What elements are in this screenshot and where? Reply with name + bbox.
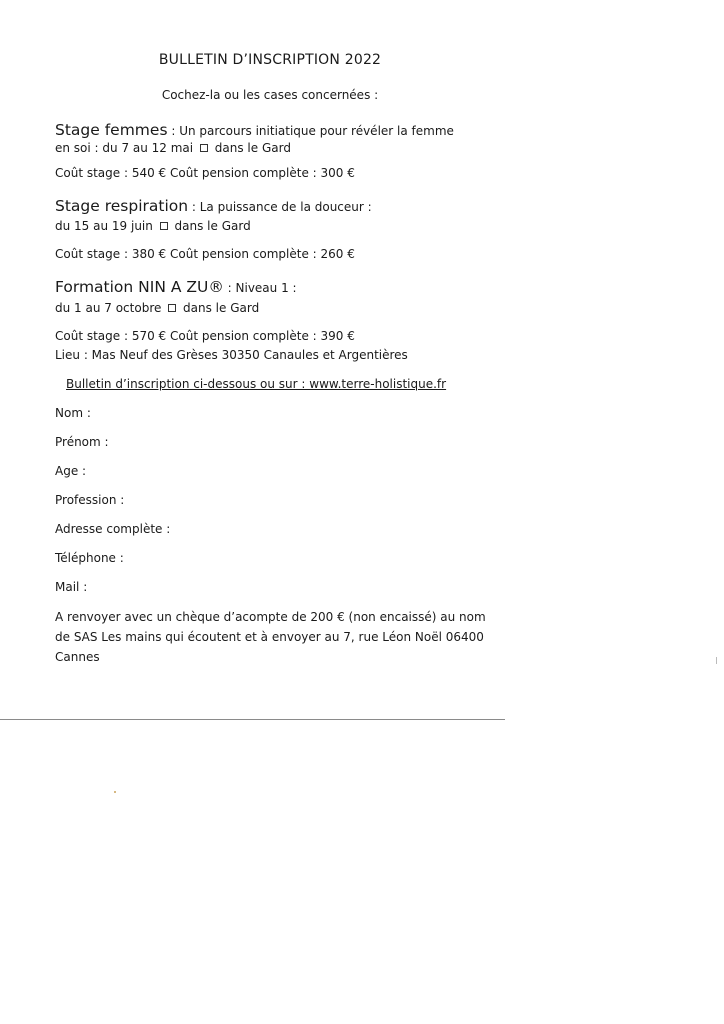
page-subtitle: Cochez-la ou les cases concernées : [161, 88, 379, 102]
page-cut-line [0, 719, 505, 720]
stage-femmes-dates: en soi : du 7 au 12 mai [55, 141, 194, 155]
formation-dates-line [55, 301, 259, 315]
stage-respiration-dates: du 15 au 19 juin [55, 219, 153, 233]
stage-femmes-name: Stage femmes [55, 121, 168, 139]
stage-femmes-desc: : Un parcours initiatique pour révéler la femme [167, 124, 454, 138]
field-nom: Nom : [55, 406, 91, 420]
page-title: BULLETIN D’INSCRIPTION 2022 [158, 52, 382, 68]
stage-femmes-heading [55, 120, 454, 139]
stage-femmes-checkbox[interactable] [200, 144, 208, 152]
formation-name: Formation NIN A ZU® [55, 278, 224, 296]
formation-place: dans le Gard [183, 301, 260, 315]
formation-checkbox[interactable] [168, 304, 176, 312]
field-profession: Profession : [55, 493, 125, 507]
stage-femmes-dates-line [55, 141, 291, 155]
stage-respiration-dates-line [55, 219, 251, 233]
scan-speck [114, 791, 116, 793]
footer-note: A renvoyer avec un chèque d’acompte de 200 € (non encaissé) au nom de SAS Les mains qui écoutent et à envoyer au 7, rue Léon Noël 06400 Cannes [55, 610, 486, 664]
formation-dates: du 1 au 7 octobre [55, 301, 162, 315]
formation-location: Lieu : Mas Neuf des Grèses 30350 Canaules et Argentières [55, 348, 408, 362]
scan-edge-mark [716, 657, 717, 664]
field-mail: Mail : [55, 580, 88, 594]
field-adresse: Adresse complète : [55, 522, 171, 536]
stage-respiration-place: dans le Gard [174, 219, 251, 233]
field-age: Age : [55, 464, 87, 478]
stage-respiration-desc: : La puissance de la douceur : [188, 200, 372, 214]
formation-heading [55, 277, 297, 296]
stage-respiration-costs: Coût stage : 380 € Coût pension complète : 260 € [55, 247, 355, 261]
formation-desc: : Niveau 1 : [223, 281, 297, 295]
field-telephone: Téléphone : [55, 551, 124, 565]
stage-respiration-checkbox[interactable] [160, 222, 168, 230]
stage-femmes-place: dans le Gard [214, 141, 291, 155]
registration-link-line[interactable]: Bulletin d’inscription ci-dessous ou sur : www.terre-holistique.fr [66, 377, 447, 391]
formation-costs: Coût stage : 570 € Coût pension complète : 390 € [55, 329, 355, 343]
stage-respiration-name: Stage respiration [55, 197, 189, 215]
field-prenom: Prénom : [55, 435, 109, 449]
stage-respiration-heading [55, 196, 372, 215]
stage-femmes-costs: Coût stage : 540 € Coût pension complète : 300 € [55, 166, 355, 180]
